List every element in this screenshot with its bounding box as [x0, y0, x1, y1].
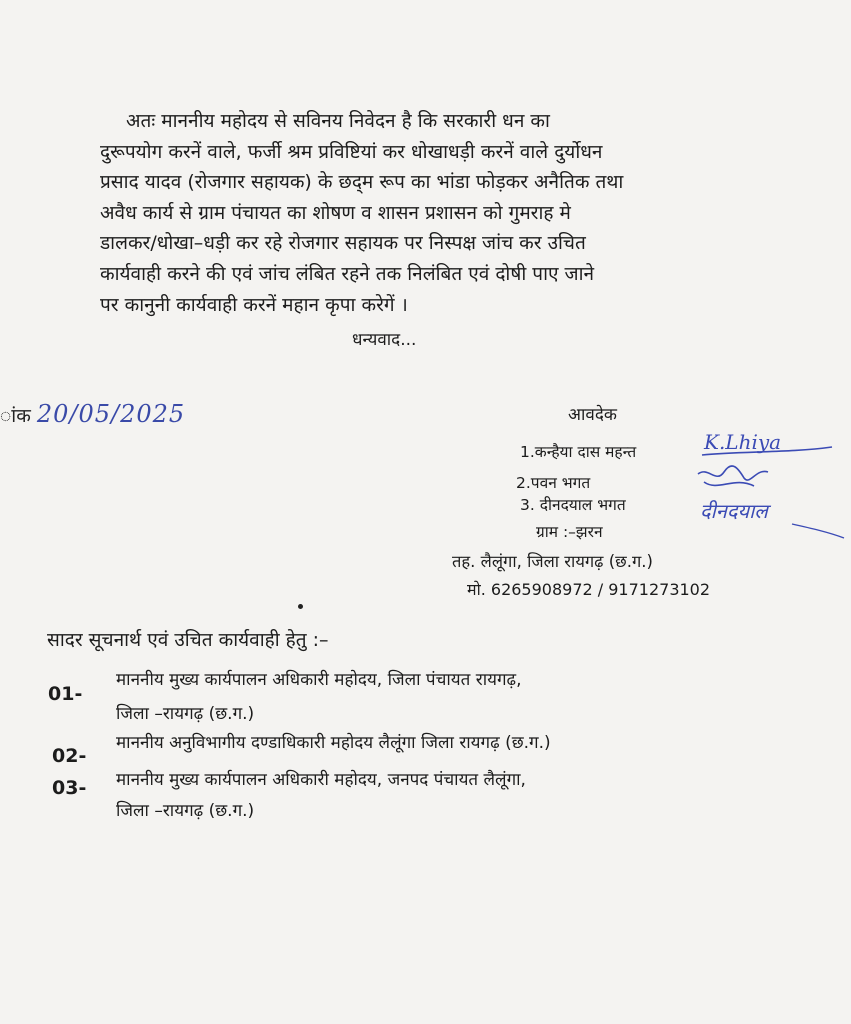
copy-to-heading: सादर सूचनार्थ एवं उचित कार्यवाही हेतु :– — [47, 629, 329, 651]
copy-item-text: जिला –रायगढ़ (छ.ग.) — [116, 801, 255, 821]
signer-name: 1.कन्हैया दास महन्त — [520, 443, 637, 461]
village-text: ग्राम :–झरन — [536, 523, 603, 541]
paragraph-line: प्रसाद यादव (रोजगार सहायक) के छद्‌म रूप का भांडा फोड़कर अनैतिक तथा — [100, 171, 624, 194]
copy-item-number: 01- — [48, 683, 83, 705]
paragraph-line: अतः माननीय महोदय से सविनय निवेदन है कि सरकारी धन का — [126, 110, 550, 132]
handwritten-date: 20/05/2025 — [36, 400, 186, 428]
copy-item-number: 02- — [52, 745, 87, 767]
signature-text: K.Lhiya — [704, 430, 782, 454]
district-text: तह. लैलूंगा, जिला रायगढ़ (छ.ग.) — [452, 552, 653, 571]
copy-item-text: माननीय मुख्य कार्यपालन अधिकारी महोदय, जनपद पंचायत लैलूंगा, — [116, 770, 526, 790]
mobile-numbers: मो. 6265908972 / 9171273102 — [467, 580, 711, 599]
date-label: ांक — [0, 405, 31, 427]
thanks-text: धन्यवाद... — [352, 330, 417, 350]
paragraph-line: दुरूपयोग करनें वाले, फर्जी श्रम प्रविष्टियां कर धोखाधड़ी करनें वाले दुर्योधन — [100, 140, 603, 163]
paragraph-line: डालकर/धोखा–धड़ी कर रहे रोजगार सहायक पर निस्पक्ष जांच कर उचित — [100, 232, 586, 255]
copy-item-text: जिला –रायगढ़ (छ.ग.) — [116, 704, 255, 724]
paragraph-line: पर कानुनी कार्यवाही करनें महान कृपा करेगें । — [100, 293, 408, 316]
bullet-dot — [298, 604, 303, 609]
copy-item-text: माननीय अनुविभागीय दण्डाधिकारी महोदय लैलूंगा जिला रायगढ़ (छ.ग.) — [116, 733, 551, 753]
paragraph-line: अवैध कार्य से ग्राम पंचायत का शोषण व शासन प्रशासन को गुमराह मे — [100, 201, 571, 224]
signature-deendayal — [696, 490, 846, 540]
paragraph-line: कार्यवाही करने की एवं जांच लंबित रहने तक निलंबित एवं दोषी पाए जाने — [100, 262, 595, 285]
applicant-title: आवदेक — [568, 405, 617, 425]
signer-name: 3. दीनदयाल भगत — [520, 496, 626, 514]
date-line — [0, 400, 185, 428]
copy-item-number: 03- — [52, 777, 87, 799]
signer-name: 2.पवन भगत — [516, 474, 591, 492]
copy-item-text: माननीय मुख्य कार्यपालन अधिकारी महोदय, जिला पंचायत रायगढ़, — [116, 670, 522, 690]
signature-kanhaiya — [700, 425, 835, 459]
request-paragraph — [100, 106, 760, 320]
signature-text: दीनदयाल — [700, 499, 768, 523]
